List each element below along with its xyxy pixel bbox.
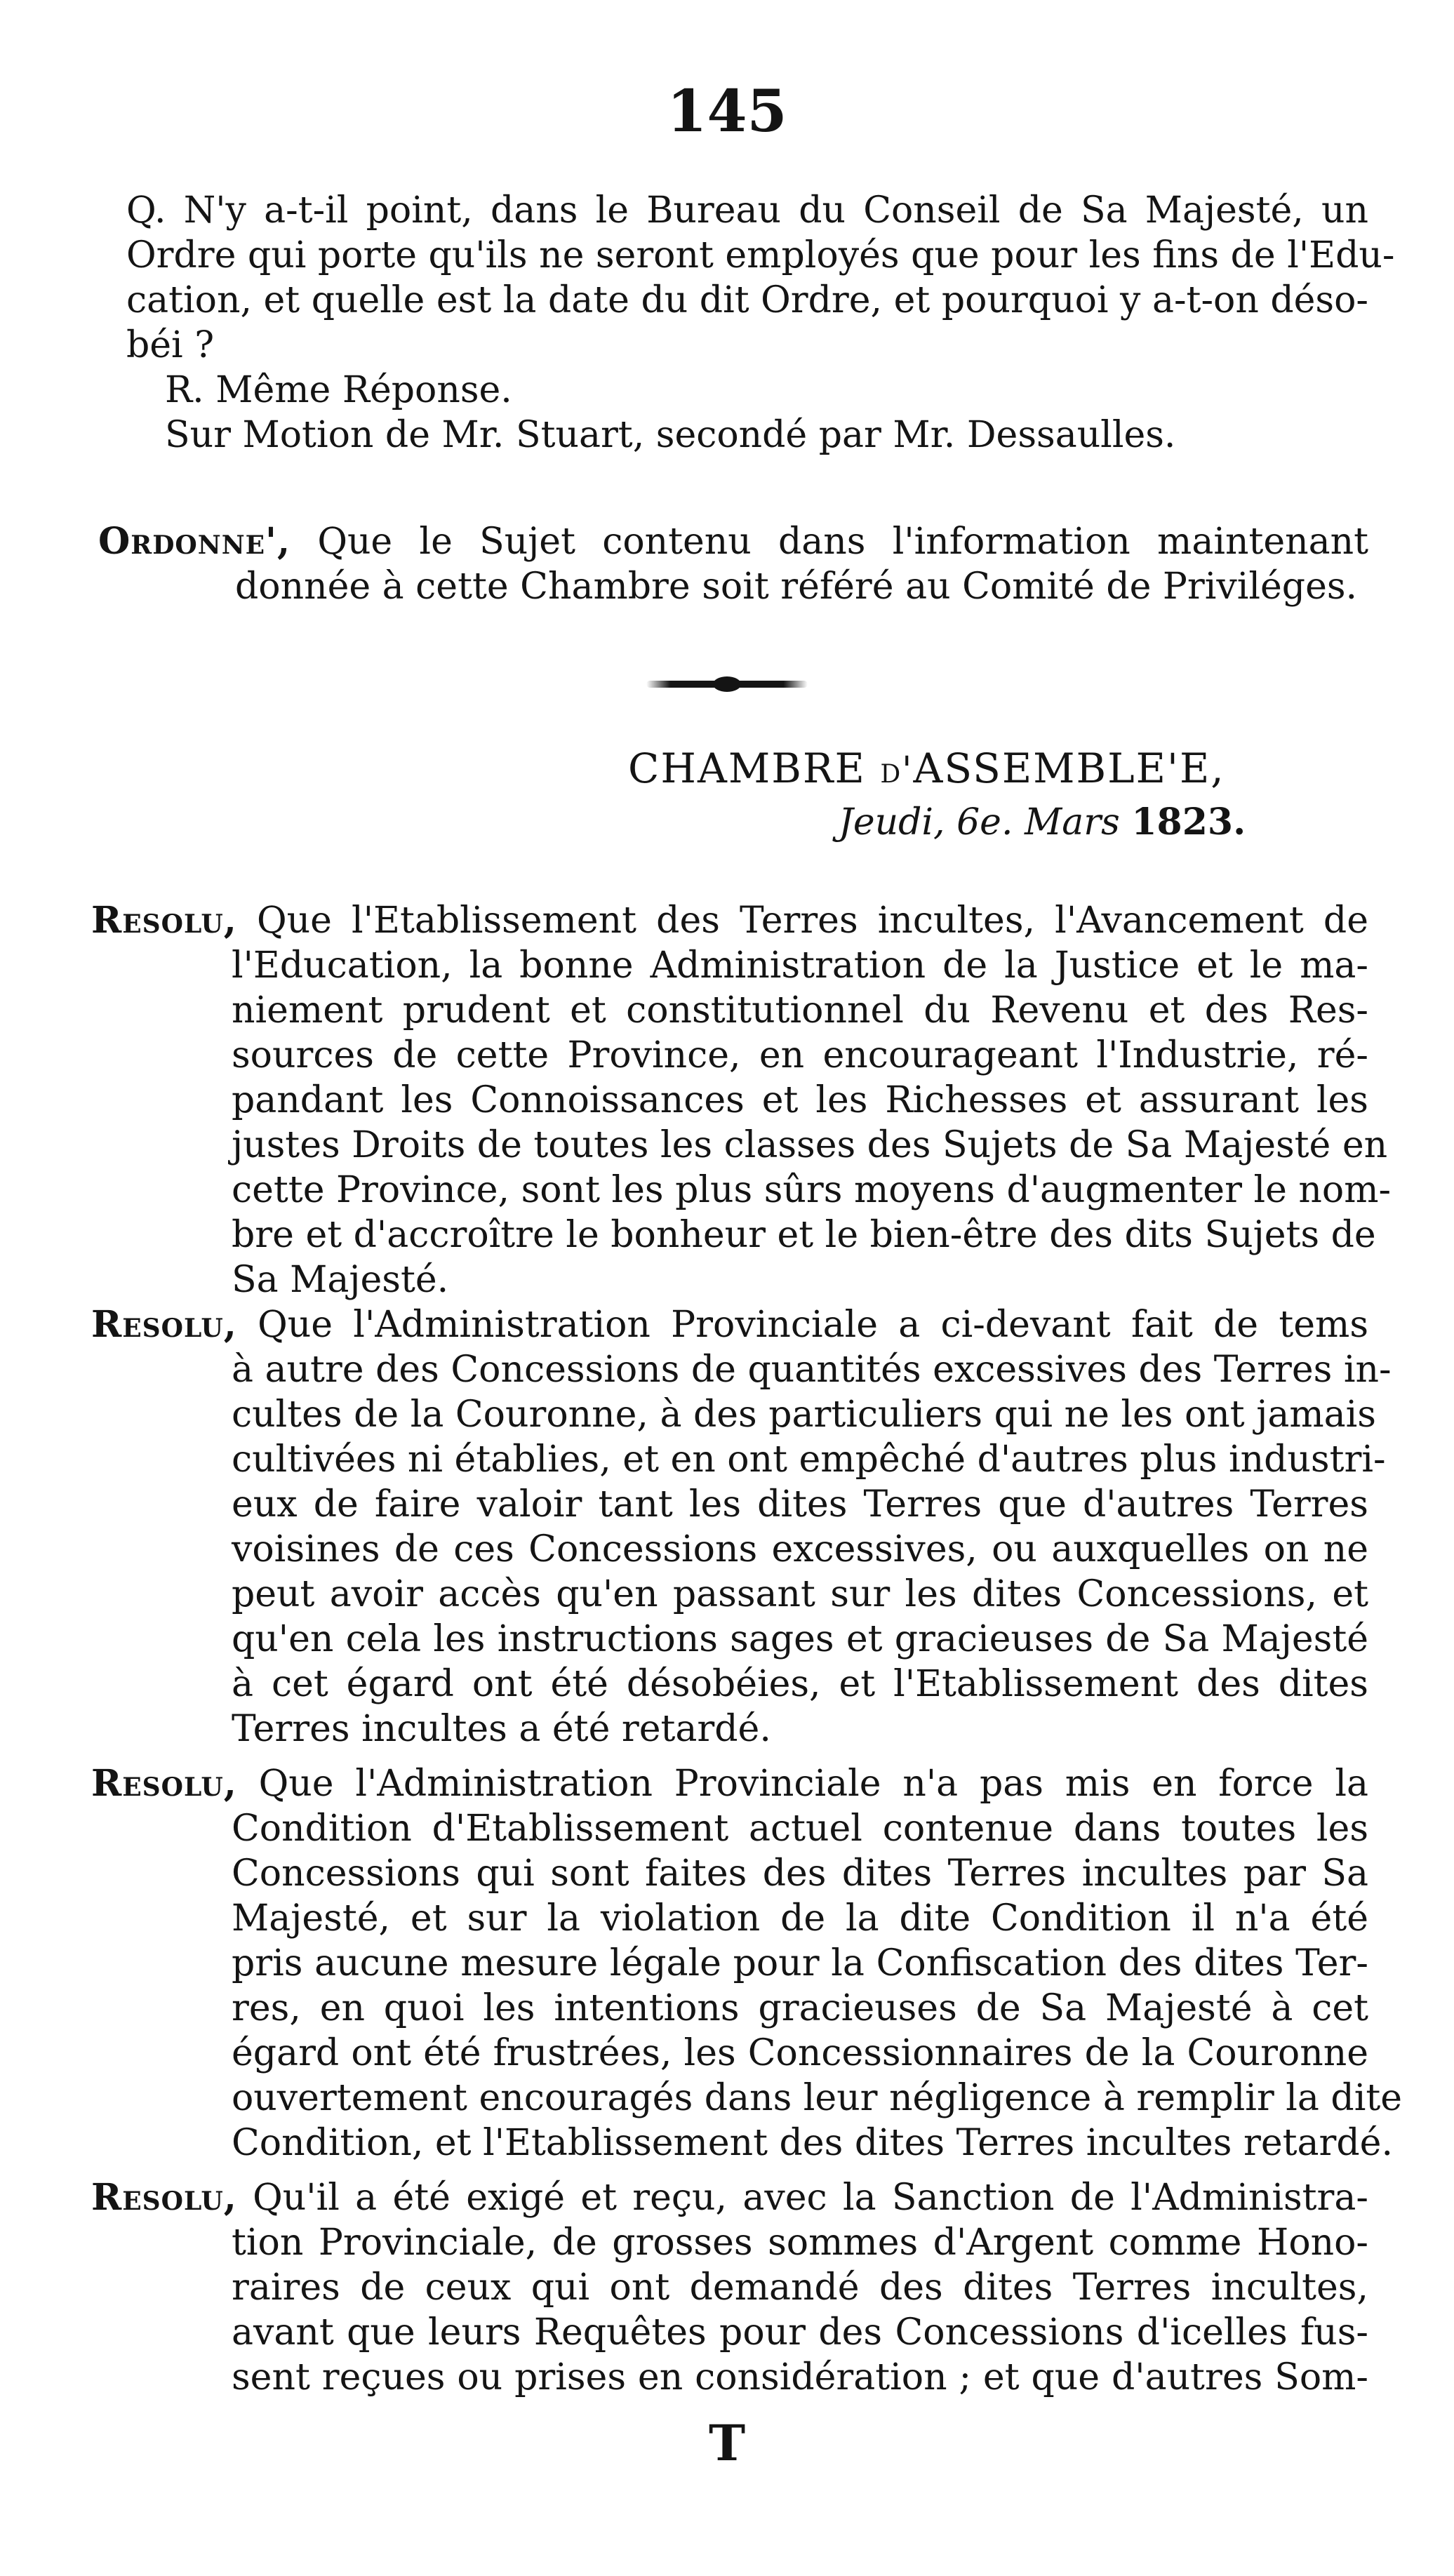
resolution-line: justes Droits de toutes les classes des Sujets de Sa Majesté en	[232, 1124, 1388, 1166]
resolution-line: Condition, et l'Etablissement des dites Terres incultes retardé.	[232, 2122, 1393, 2164]
resolution-line: eux de faire valoir tant les dites Terres que d'autres Terres	[232, 1483, 1368, 1526]
resolution-line: ouvertement encouragés dans leur négligence à remplir la dite	[232, 2077, 1403, 2119]
resolution-line: res, en quoi les intentions gracieuses de Sa Majesté à cet	[232, 1987, 1368, 2029]
resolution-line	[91, 2175, 1368, 2220]
date-month: Mars	[1025, 801, 1120, 843]
resolution-line: Concessions qui sont faites des dites Terres incultes par Sa	[232, 1853, 1368, 1895]
resolution-line	[91, 1302, 1368, 1347]
resolution-line: qu'en cela les instructions sages et gracieuses de Sa Majesté	[232, 1618, 1368, 1660]
resolution-4	[91, 2175, 1368, 2400]
motion-line: Sur Motion de Mr. Stuart, secondé par Mr. Dessaulles.	[165, 414, 1176, 456]
resolution-text: Que l'Administration Provinciale a ci-devant fait de tems	[258, 1304, 1369, 1346]
ordonne-block	[98, 519, 1368, 609]
heading-assemblee: ASSEMBLE'E,	[913, 745, 1225, 792]
resolution-line: bre et d'accroître le bonheur et le bien-être des dits Sujets de	[232, 1214, 1376, 1256]
ordonne-text: Que le Sujet contenu dans l'information maintenant	[317, 521, 1368, 563]
resolution-3	[91, 1761, 1403, 2165]
heading-chambre: CHAMBRE	[628, 745, 866, 792]
ornamental-rule	[0, 681, 1454, 688]
resolution-line: peut avoir accès qu'en passant sur les dites Concessions, et	[232, 1573, 1368, 1615]
date-day: Jeudi,	[839, 801, 945, 843]
response-line: R. Même Réponse.	[165, 369, 512, 411]
date-year: 1823.	[1131, 801, 1246, 843]
question-line: Q. N'y a-t-il point, dans le Bureau du Conseil de Sa Majesté, un	[126, 189, 1368, 232]
page-number: 145	[667, 78, 787, 145]
resolution-line: niement prudent et constitutionnel du Revenu et des Res-	[232, 989, 1368, 1032]
resolu-lead: Resolu,	[91, 1303, 237, 1346]
resolution-text: Que l'Administration Provinciale n'a pas mis en force la	[258, 1763, 1369, 1805]
question-line: cation, et quelle est la date du dit Ordre, et pourquoi y a-t-on déso-	[126, 279, 1368, 321]
resolu-lead: Resolu,	[91, 1762, 237, 1805]
date-num: 6e.	[956, 801, 1013, 843]
resolution-line: Sa Majesté.	[232, 1259, 449, 1301]
resolution-line: pris aucune mesure légale pour la Confiscation des dites Ter-	[232, 1942, 1368, 1984]
resolution-line: avant que leurs Requêtes pour des Concessions d'icelles fus-	[232, 2311, 1368, 2354]
resolution-line: l'Education, la bonne Administration de la Justice et le ma-	[232, 945, 1368, 987]
resolution-line	[91, 1761, 1368, 1806]
resolution-line: cultes de la Couronne, à des particuliers qui ne les ont jamais	[232, 1394, 1376, 1436]
ornament-divider	[646, 681, 808, 688]
ordonne-lead: Ordonne',	[98, 520, 291, 563]
resolution-line	[91, 898, 1368, 943]
question-line: Ordre qui porte qu'ils ne seront employés que pour les fins de l'Edu-	[126, 234, 1395, 276]
signature-mark: T	[708, 2414, 746, 2472]
resolu-lead: Resolu,	[91, 899, 237, 942]
resolution-line: sources de cette Province, en encourageant l'Industrie, ré-	[232, 1034, 1368, 1076]
session-heading	[628, 744, 1225, 795]
resolution-line: voisines de ces Concessions excessives, ou auxquelles on ne	[232, 1528, 1368, 1570]
resolution-line: à cet égard ont été désobéies, et l'Etablissement des dites	[232, 1663, 1368, 1705]
resolution-line: à autre des Concessions de quantités excessives des Terres in-	[232, 1349, 1392, 1391]
resolution-line: Terres incultes a été retardé.	[232, 1708, 771, 1750]
resolution-line: cette Province, sont les plus sûrs moyens d'augmenter le nom-	[232, 1169, 1392, 1211]
ordonne-line: donnée à cette Chambre soit référé au Comité de Priviléges.	[235, 566, 1358, 608]
resolution-line: pandant les Connoissances et les Richesses et assurant les	[232, 1079, 1368, 1121]
resolution-line: Majesté, et sur la violation de la dite Condition il n'a été	[232, 1897, 1368, 1940]
question-block	[126, 188, 1395, 458]
resolution-text: Que l'Etablissement des Terres incultes, l'Avancement de	[257, 900, 1368, 942]
resolution-line: sent reçues ou prises en considération ; et que d'autres Som-	[232, 2356, 1368, 2398]
resolution-line: Condition d'Etablissement actuel contenue dans toutes les	[232, 1808, 1368, 1850]
resolution-2	[91, 1302, 1392, 1751]
resolution-line: tion Provinciale, de grosses sommes d'Argent comme Hono-	[232, 2222, 1368, 2264]
resolution-line: égard ont été frustrées, les Concessionnaires de la Couronne	[232, 2032, 1368, 2074]
resolution-line: raires de ceux qui ont demandé des dites Terres incultes,	[232, 2267, 1368, 2309]
resolution-1	[91, 898, 1392, 1302]
resolution-text: Qu'il a été exigé et reçu, avec la Sanction de l'Administra-	[253, 2177, 1368, 2219]
resolu-lead: Resolu,	[91, 2176, 237, 2219]
session-date	[839, 800, 1246, 845]
heading-d: d'	[880, 749, 914, 792]
resolution-line: cultivées ni établies, et en ont empêché d'autres plus industri-	[232, 1439, 1386, 1481]
question-line: béi ?	[126, 324, 215, 366]
ordonne-line	[98, 519, 1368, 564]
